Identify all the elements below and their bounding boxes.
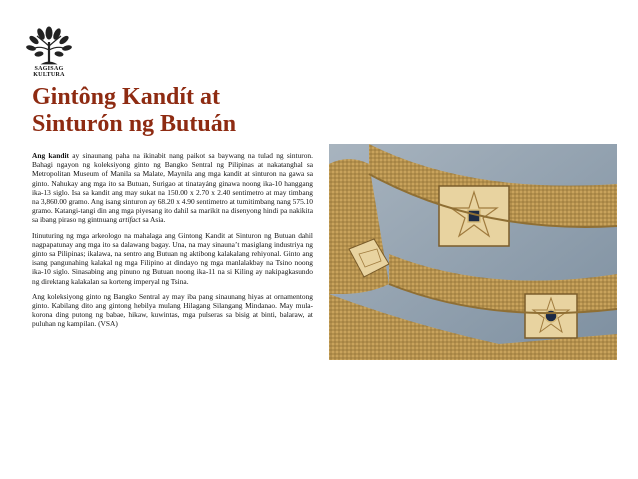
sagisag-kultura-logo — [26, 24, 72, 80]
gold-belts-photo — [329, 144, 617, 360]
page-title — [32, 84, 332, 138]
title-line2: Sinturón ng Butuán — [32, 111, 237, 137]
paragraph-2: Itinuturing ng mga arkeologo na mahalaga ang Gintong Kandit at Sinturon ng Butuan dahil nagpapatunay ang mga ito sa dalawang bagay. Una, na may sinaunaʼt masiglang industriya ng ginto sa Pilipinas; ikalawa, na sentro ang Butuan ng aktibong kalakalang rehiyonal. Ginto ang isang pangunahing kalakal ng mga Filipino at dindayo ng mga manlalakbay na Tsino noong ika-10 siglo. Sinasabing ang pinuno ng Butuan noong ika-11 na si Kiling ay nakipagkasundo ng direktang kalakalan sa korteng imperyal ng Tsina. — [32, 230, 313, 286]
paragraph-1-tail: sa Asia. — [140, 215, 166, 225]
tree-of-life-logo-icon — [26, 24, 72, 66]
paragraph-3: Ang koleksiyong ginto ng Bangko Sentral ay may iba pang sinaunang hiyas at ornamentong ginto. Kabilang dito ang gintong hebilya mulang Hilagang Silangang Mindanao. May mula-korona ding putong ng babae, hikaw, kuwintas, mga pulseras sa bisig at binti, balaraw, at puluhan ng kampilan. (VSA) — [32, 291, 313, 329]
article-body — [32, 151, 313, 335]
paragraph-1 — [32, 151, 313, 225]
upper-buckle — [439, 186, 509, 246]
right-buckle — [525, 294, 577, 338]
title-line1: Gintông Kandít at — [32, 84, 221, 110]
logo-text-line2: KULTURA — [33, 72, 65, 78]
paragraph-1-italic: artifact — [118, 215, 141, 225]
paragraph-1-text: ay sinaunang paha na ikinabit nang paikot sa baywang na tulad ng sinturon. Bahagi ngayon ng koleksiyong ginto ng Bangko Sentral ng Pilipinas at nakatanghal sa Metropolitan Museum of Manila sa Malate, Maynila ang mga kandit at sinturon na gawa sa ginto. Nahukay ang mga ito sa Butuan, Surigao at tinatayáng ginawa noong ika-10 hanggang ika-13 siglo. Isa sa kandit ang may sukat na 150.00 x 2.70 x 2.40 sentimetro at may timbang na 3,860.00 gramo. Ang isang sinturon ay 68.20 x 4.90 sentimetro at tumitimbang nang 575.10 gramo. Katangi-tangi din ang mga piyesang ito dahil sa marikit na disenyong hindi pa nakikita sa ibang piraso ng gintnuang — [32, 151, 313, 225]
logo-text-line1: SAGISAG — [34, 66, 64, 72]
paragraph-1-lead: Ang kandit — [32, 151, 69, 160]
